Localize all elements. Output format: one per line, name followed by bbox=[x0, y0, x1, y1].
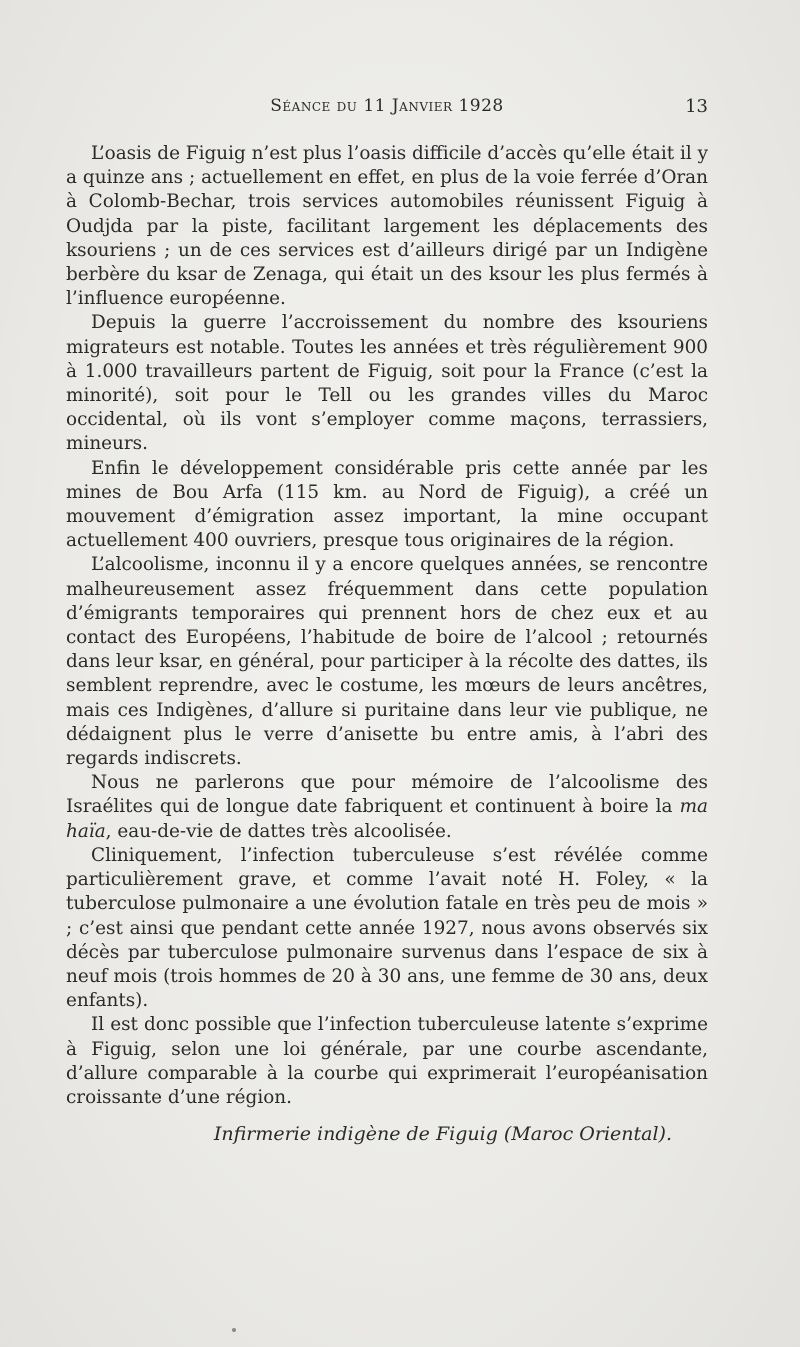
paper-speck bbox=[232, 1328, 236, 1332]
paragraph-israelites bbox=[66, 771, 708, 844]
signature-line: Infirmerie indigène de Figuig (Maroc Oriental). bbox=[213, 1123, 672, 1146]
paragraph-bou-arfa-mines: Enfin le développement considérable pris cette année par les mines de Bou Arfa (115 km. au Nord de Figuig), a créé un mouvement d’émigration assez important, la mine occupant actuellement 400 ouvriers, presque tous originaires de la région. bbox=[66, 457, 708, 552]
running-head: Séance du 11 Janvier 1928 bbox=[270, 96, 504, 116]
paragraph-migration: Depuis la guerre l’accroissement du nombre des ksouriens migrateurs est notable. Toutes les années et très régulièrement 900 à 1.000 travailleurs partent de Figuig, soit pour la France (c’est la minorité), soit pour le Tell ou les grandes villes du Maroc occidental, où ils vont s’employer comme maçons, terrassiers, mineurs. bbox=[66, 312, 708, 455]
paragraph-israelites-tail: , eau-de-vie de dattes très alcoolisée. bbox=[105, 820, 452, 842]
paragraph-tuberculosis: Cliniquement, l’infection tuberculeuse s’est révélée comme particulièrement grave, et comme l’avait noté H. Foley, « la tuberculose pulmonaire a une évolution fatale en très peu de mois » ; c’est ainsi que pendant cette année 1927, nous avons observés six décès par tuberculose pulmonaire survenus dans l’espace de six à neuf mois (trois hommes de 20 à 30 ans, une femme de 30 ans, deux enfants). bbox=[66, 844, 708, 1012]
page-header bbox=[66, 96, 708, 124]
ma-haia-term: ma haïa bbox=[66, 796, 708, 842]
paragraph-oasis-access: L’oasis de Figuig n’est plus l’oasis difficile d’accès qu’elle était il y a quinze ans ; actuellement en effet, en plus de la voie ferrée d’Oran à Colomb-Bechar, trois services automobiles réunissent Figuig à Oudjda par la piste, facilitant largement les déplacements des ksouriens ; un de ces services est d’ailleurs dirigé par un Indigène berbère du ksar de Zenaga, qui était un des ksour les plus fermés à l’influence européenne. bbox=[66, 143, 708, 310]
paragraph-israelites-text: Nous ne parlerons que pour mémoire de l’alcoolisme des Israélites qui de longue date fabriquent et continuent à boire la bbox=[66, 772, 708, 818]
article-body bbox=[66, 142, 708, 1146]
paragraph-alcoholism: L’alcoolisme, inconnu il y a encore quelques années, se rencontre malheureusement assez fréquemment dans cette population d’émigrants temporaires qui prennent hors de chez eux et au contact des Européens, l’habitude de boire de l’alcool ; retournés dans leur ksar, en général, pour participer à la récolte des dattes, ils semblent reprendre, avec le costume, les mœurs de leurs ancêtres, mais ces Indigènes, d’allure si puritaine dans leur vie publique, ne dédaignent plus le verre d’anisette bu entre amis, à l’abri des regards indiscrets. bbox=[66, 554, 708, 770]
paragraph-conclusion: Il est donc possible que l’infection tuberculeuse latente s’exprime à Figuig, selon une loi générale, par une courbe ascendante, d’allure comparable à la courbe qui exprimerait l’européanisation croissante d’une région. bbox=[66, 1014, 708, 1108]
page-number: 13 bbox=[685, 96, 708, 117]
